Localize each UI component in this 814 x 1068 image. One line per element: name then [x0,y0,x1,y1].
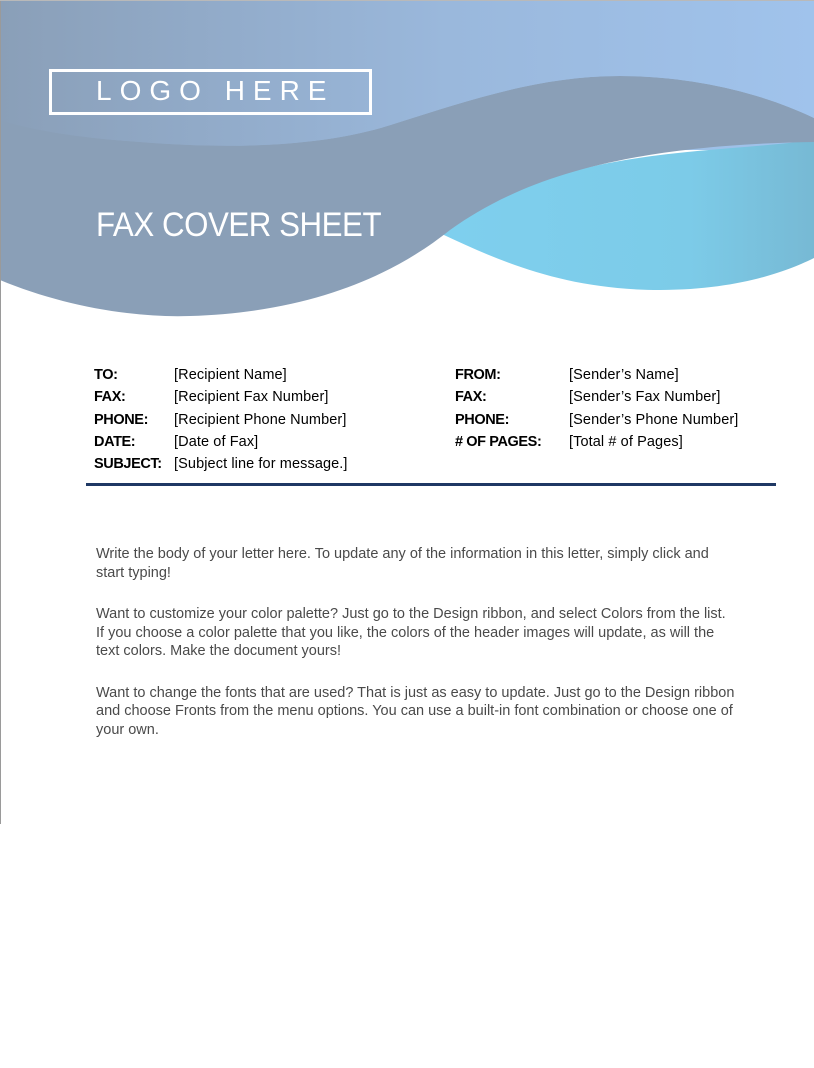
recipient-row-date [94,431,434,453]
recipient-row-fax [94,386,434,408]
section-divider [86,483,776,486]
field-value-sender-fax[interactable]: [Sender’s Fax Number] [569,389,721,406]
field-label-from: FROM: [455,367,501,383]
page-title: FAX COVER SHEET [96,206,382,244]
field-label-phone: PHONE: [94,411,148,428]
field-value-recipient-fax[interactable]: [Recipient Fax Number] [174,389,329,406]
sender-row-from [455,364,785,386]
recipient-row-phone [94,409,434,431]
field-label-sender-fax: FAX: [455,389,487,406]
letter-body[interactable] [96,545,736,762]
field-label-date: DATE: [94,433,136,450]
field-value-subject[interactable]: [Subject line for message.] [174,456,348,473]
page-left-border [0,0,1,824]
recipient-row-subject [94,453,434,475]
field-value-recipient-phone[interactable]: [Recipient Phone Number] [174,411,347,428]
field-value-sender-phone[interactable]: [Sender’s Phone Number] [569,411,739,428]
recipient-fields [94,364,434,475]
logo-placeholder-text[interactable]: LOGO HERE [96,75,335,106]
field-label-to: TO: [94,367,118,383]
sender-fields [455,364,785,453]
field-value-recipient-name[interactable]: [Recipient Name] [174,367,287,383]
body-paragraph[interactable]: Want to change the fonts that are used? That is just as easy to update. Just go to the Design ribbon and choose Fronts from the menu options. You can use a built-in font combination or choose one of your own. [96,684,735,738]
header-wave-graphic [0,0,814,330]
page-top-border [0,0,814,1]
sender-row-fax [455,386,785,408]
body-paragraph[interactable]: Want to customize your color palette? Just go to the Design ribbon, and select Colors from the list. If you choose a color palette that you like, the colors of the header images will update, as will the text colors. Make the document yours! [96,606,726,659]
field-value-date[interactable]: [Date of Fax] [174,433,259,450]
field-label-fax: FAX: [94,389,126,406]
field-label-sender-phone: PHONE: [455,411,509,428]
field-value-total-pages[interactable]: [Total # of Pages] [569,433,683,450]
sender-row-pages [455,431,785,453]
sender-row-phone [455,409,785,431]
field-label-subject: SUBJECT: [94,456,162,473]
field-label-pages: # OF PAGES: [455,433,542,450]
field-value-sender-name[interactable]: [Sender’s Name] [569,367,679,383]
recipient-row-to [94,364,434,386]
body-paragraph[interactable]: Write the body of your letter here. To update any of the information in this letter, simply click and start typing! [96,546,709,581]
